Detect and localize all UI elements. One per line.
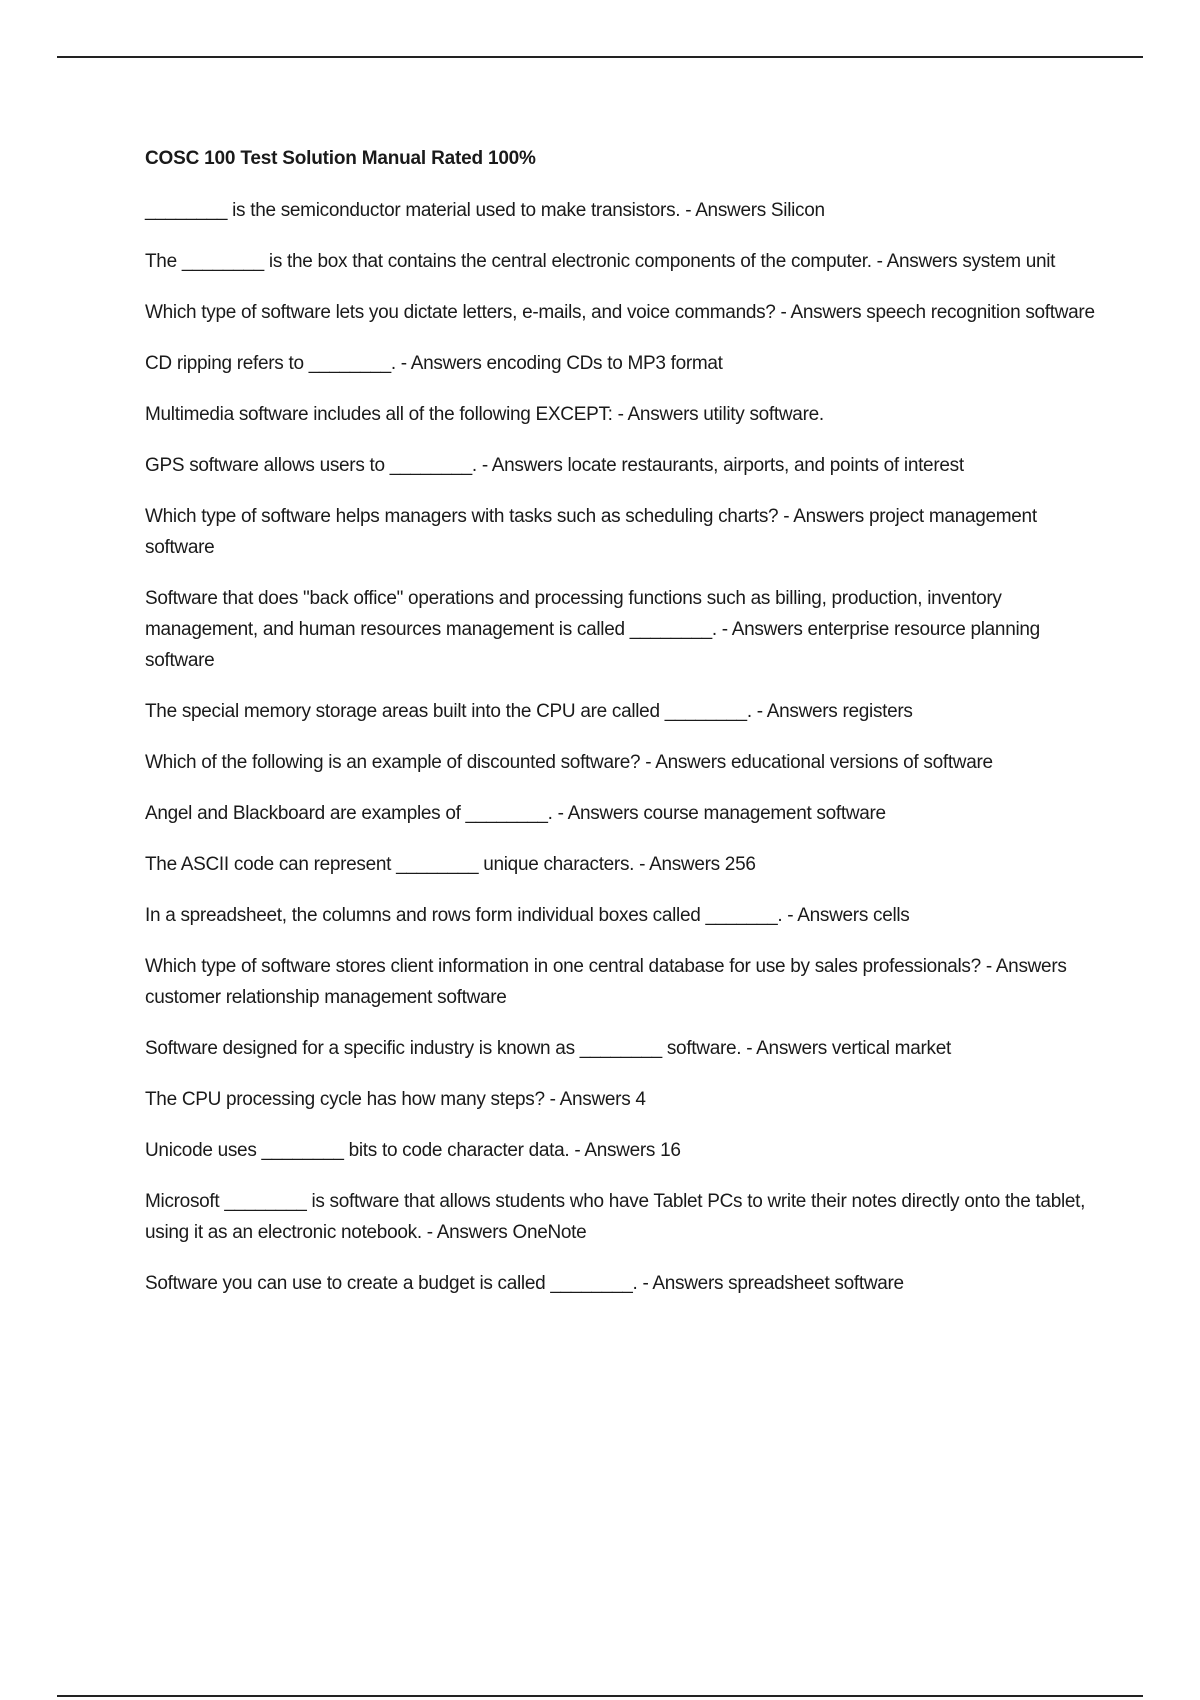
qa-item: CD ripping refers to ________. - Answers encoding CDs to MP3 format [145,353,723,374]
qa-item: Which type of software helps managers with tasks such as scheduling charts? - Answers project management software [145,506,1037,558]
qa-item: Multimedia software includes all of the following EXCEPT: - Answers utility software. [145,404,824,425]
qa-item: Microsoft ________ is software that allows students who have Tablet PCs to write their notes directly onto the tablet, using it as an electronic notebook. - Answers OneNote [145,1191,1086,1243]
document-body [145,144,1095,1319]
qa-item: Which of the following is an example of discounted software? - Answers educational versions of software [145,752,993,773]
document-title: COSC 100 Test Solution Manual Rated 100% [145,148,536,169]
qa-item: Software you can use to create a budget is called ________. - Answers spreadsheet software [145,1273,904,1294]
bottom-divider [57,1695,1143,1697]
qa-item: The special memory storage areas built into the CPU are called ________. - Answers registers [145,701,913,722]
qa-item: Which type of software lets you dictate letters, e-mails, and voice commands? - Answers speech recognition software [145,302,1095,323]
qa-item: Software designed for a specific industry is known as ________ software. - Answers vertical market [145,1038,951,1059]
qa-item: The ASCII code can represent ________ unique characters. - Answers 256 [145,854,756,875]
qa-item: The CPU processing cycle has how many steps? - Answers 4 [145,1089,646,1110]
qa-item: Which type of software stores client information in one central database for use by sales professionals? - Answers customer relationship management software [145,956,1067,1008]
qa-item: Unicode uses ________ bits to code character data. - Answers 16 [145,1140,681,1161]
qa-item: In a spreadsheet, the columns and rows form individual boxes called _______. - Answers cells [145,905,910,926]
qa-item: ________ is the semiconductor material used to make transistors. - Answers Silicon [145,200,825,221]
qa-item: The ________ is the box that contains the central electronic components of the computer. - Answers system unit [145,251,1056,272]
qa-item: Software that does "back office" operations and processing functions such as billing, production, inventory management, and human resources management is called ________. - Answers enterprise resource planning software [145,588,1040,671]
top-divider [57,56,1143,58]
qa-item: Angel and Blackboard are examples of ________. - Answers course management software [145,803,886,824]
qa-item: GPS software allows users to ________. - Answers locate restaurants, airports, and points of interest [145,455,964,476]
